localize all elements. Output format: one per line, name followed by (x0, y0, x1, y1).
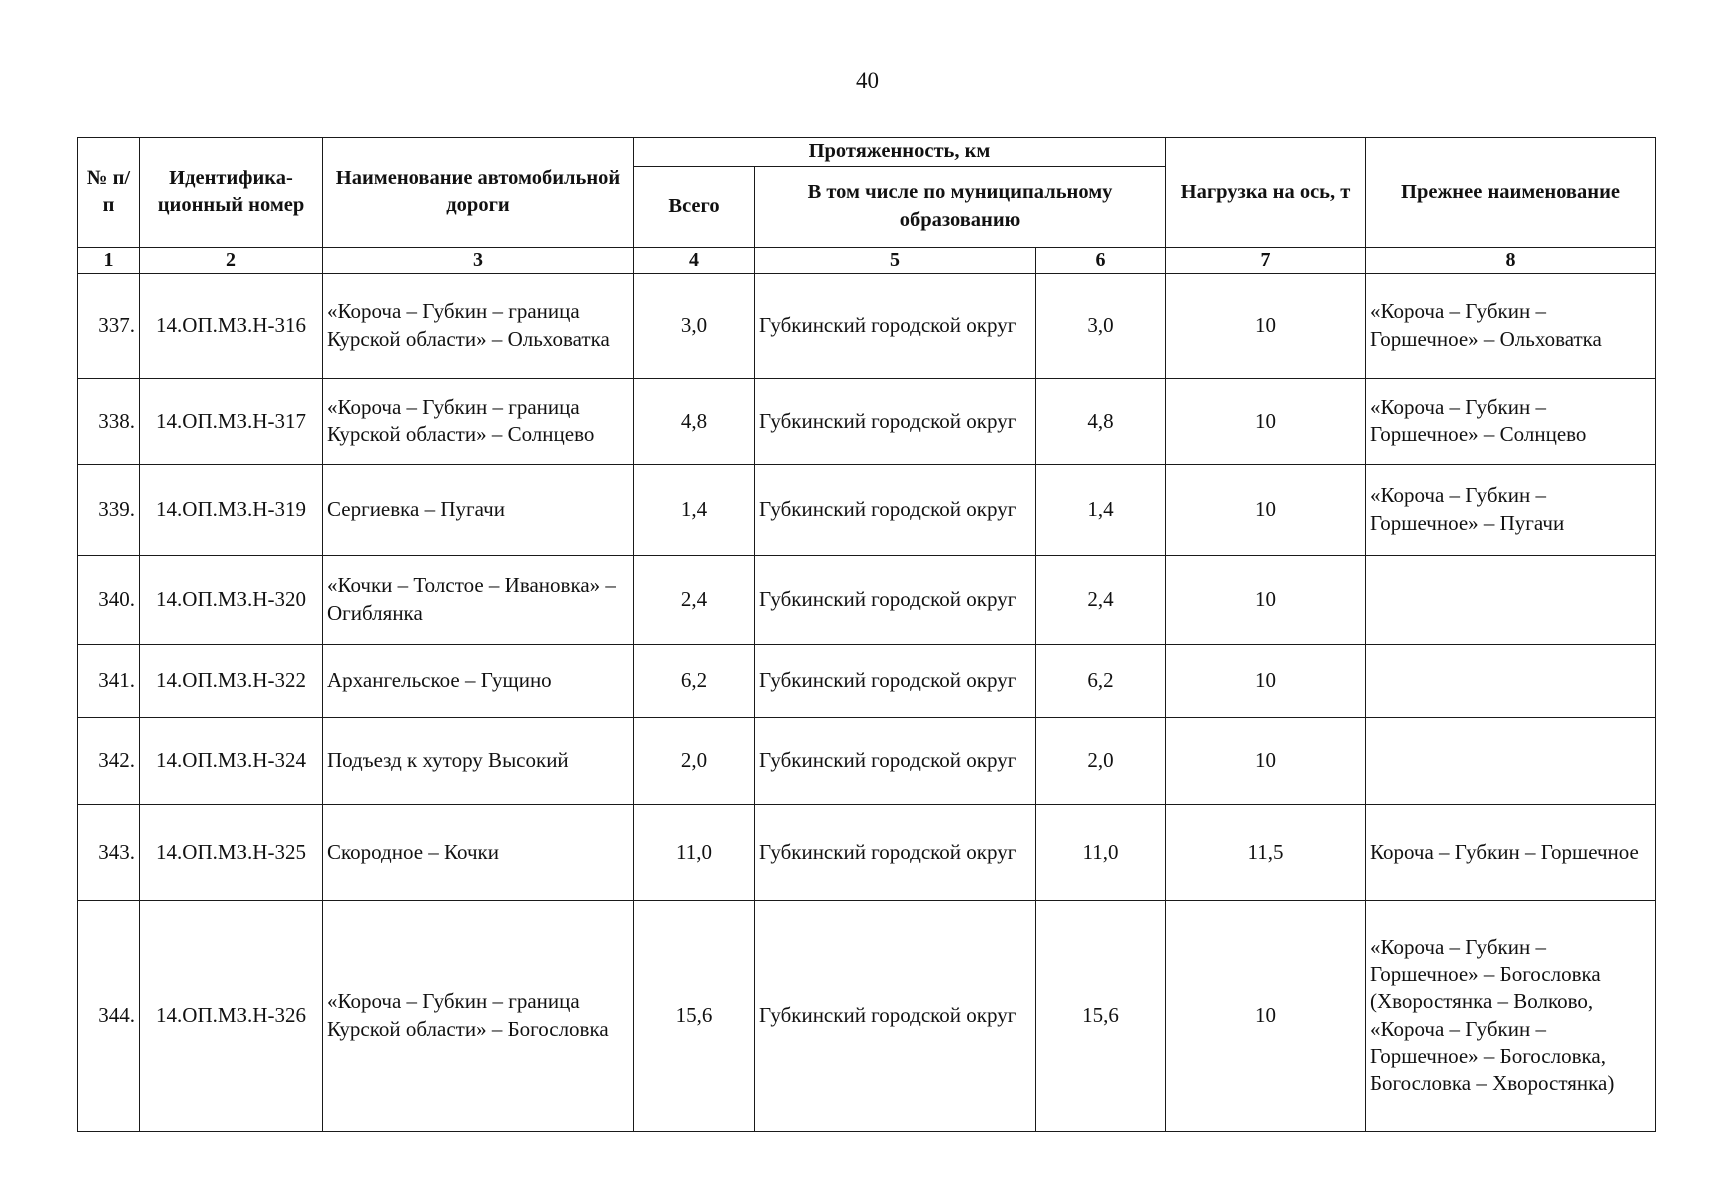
axle-load: 10 (1166, 644, 1366, 717)
row-number: 338. (78, 378, 140, 464)
header-road-name: Наименование автомобильной дороги (323, 138, 634, 248)
former-name: «Короча – Губкин – Горшечное» – Солнцево (1366, 378, 1656, 464)
row-number: 340. (78, 555, 140, 644)
table-row (78, 717, 1656, 804)
axle-load: 10 (1166, 273, 1366, 378)
length-municipality: 2,4 (1036, 555, 1166, 644)
road-name: «Короча – Губкин – граница Курской области» – Богословка (323, 900, 634, 1131)
municipality: Губкинский городской округ (755, 555, 1036, 644)
column-number: 2 (140, 247, 323, 273)
header-municipality: В том числе по муниципальному образованию (755, 166, 1166, 247)
table-row (78, 555, 1656, 644)
axle-load: 10 (1166, 555, 1366, 644)
length-municipality: 1,4 (1036, 464, 1166, 555)
roads-table (77, 137, 1656, 1132)
length-total: 6,2 (634, 644, 755, 717)
road-name: «Кочки – Толстое – Ивановка» – Огиблянка (323, 555, 634, 644)
road-name: Архангельское – Гущино (323, 644, 634, 717)
axle-load: 10 (1166, 900, 1366, 1131)
municipality: Губкинский городской округ (755, 464, 1036, 555)
road-id: 14.ОП.МЗ.Н-324 (140, 717, 323, 804)
table-row (78, 464, 1656, 555)
road-id: 14.ОП.МЗ.Н-317 (140, 378, 323, 464)
header-length-group: Протяженность, км (634, 138, 1166, 167)
former-name: «Короча – Губкин – Горшечное» – Богословка (Хворостянка – Волково, «Короча – Губкин – Горшечное» – Богословка, Богословка – Хворостянка) (1366, 900, 1656, 1131)
length-municipality: 2,0 (1036, 717, 1166, 804)
table-row (78, 273, 1656, 378)
table-row (78, 804, 1656, 900)
former-name: «Короча – Губкин – Горшечное» – Пугачи (1366, 464, 1656, 555)
road-id: 14.ОП.МЗ.Н-322 (140, 644, 323, 717)
table-row (78, 900, 1656, 1131)
header-axle-load: Нагрузка на ось, т (1166, 138, 1366, 248)
former-name (1366, 555, 1656, 644)
length-total: 1,4 (634, 464, 755, 555)
row-number: 341. (78, 644, 140, 717)
axle-load: 10 (1166, 464, 1366, 555)
length-municipality: 3,0 (1036, 273, 1166, 378)
length-municipality: 4,8 (1036, 378, 1166, 464)
column-number: 5 (755, 247, 1036, 273)
length-municipality: 15,6 (1036, 900, 1166, 1131)
length-total: 2,4 (634, 555, 755, 644)
page-number: 40 (856, 68, 879, 93)
municipality: Губкинский городской округ (755, 804, 1036, 900)
table-row (78, 644, 1656, 717)
length-total: 11,0 (634, 804, 755, 900)
header-former-name: Прежнее наименование (1366, 138, 1656, 248)
road-name: Сергиевка – Пугачи (323, 464, 634, 555)
column-number: 7 (1166, 247, 1366, 273)
length-total: 4,8 (634, 378, 755, 464)
length-municipality: 6,2 (1036, 644, 1166, 717)
road-name: «Короча – Губкин – граница Курской области» – Ольховатка (323, 273, 634, 378)
axle-load: 10 (1166, 717, 1366, 804)
row-number: 339. (78, 464, 140, 555)
row-number: 344. (78, 900, 140, 1131)
length-total: 3,0 (634, 273, 755, 378)
column-number: 8 (1366, 247, 1656, 273)
header-identifier: Идентифика-ционный номер (140, 138, 323, 248)
former-name (1366, 717, 1656, 804)
length-municipality: 11,0 (1036, 804, 1166, 900)
former-name (1366, 644, 1656, 717)
row-number: 337. (78, 273, 140, 378)
municipality: Губкинский городской округ (755, 273, 1036, 378)
axle-load: 11,5 (1166, 804, 1366, 900)
municipality: Губкинский городской округ (755, 378, 1036, 464)
former-name: Короча – Губкин – Горшечное (1366, 804, 1656, 900)
column-number: 6 (1036, 247, 1166, 273)
road-name: Подъезд к хутору Высокий (323, 717, 634, 804)
row-number: 342. (78, 717, 140, 804)
road-name: Скородное – Кочки (323, 804, 634, 900)
column-number: 3 (323, 247, 634, 273)
former-name: «Короча – Губкин – Горшечное» – Ольховатка (1366, 273, 1656, 378)
municipality: Губкинский городской округ (755, 717, 1036, 804)
table-row (78, 378, 1656, 464)
road-id: 14.ОП.МЗ.Н-316 (140, 273, 323, 378)
municipality: Губкинский городской округ (755, 900, 1036, 1131)
road-id: 14.ОП.МЗ.Н-320 (140, 555, 323, 644)
length-total: 2,0 (634, 717, 755, 804)
road-id: 14.ОП.МЗ.Н-319 (140, 464, 323, 555)
column-number: 1 (78, 247, 140, 273)
header-number: № п/п (78, 138, 140, 248)
axle-load: 10 (1166, 378, 1366, 464)
road-id: 14.ОП.МЗ.Н-325 (140, 804, 323, 900)
column-number: 4 (634, 247, 755, 273)
row-number: 343. (78, 804, 140, 900)
municipality: Губкинский городской округ (755, 644, 1036, 717)
length-total: 15,6 (634, 900, 755, 1131)
header-total: Всего (634, 166, 755, 247)
road-id: 14.ОП.МЗ.Н-326 (140, 900, 323, 1131)
road-name: «Короча – Губкин – граница Курской области» – Солнцево (323, 378, 634, 464)
